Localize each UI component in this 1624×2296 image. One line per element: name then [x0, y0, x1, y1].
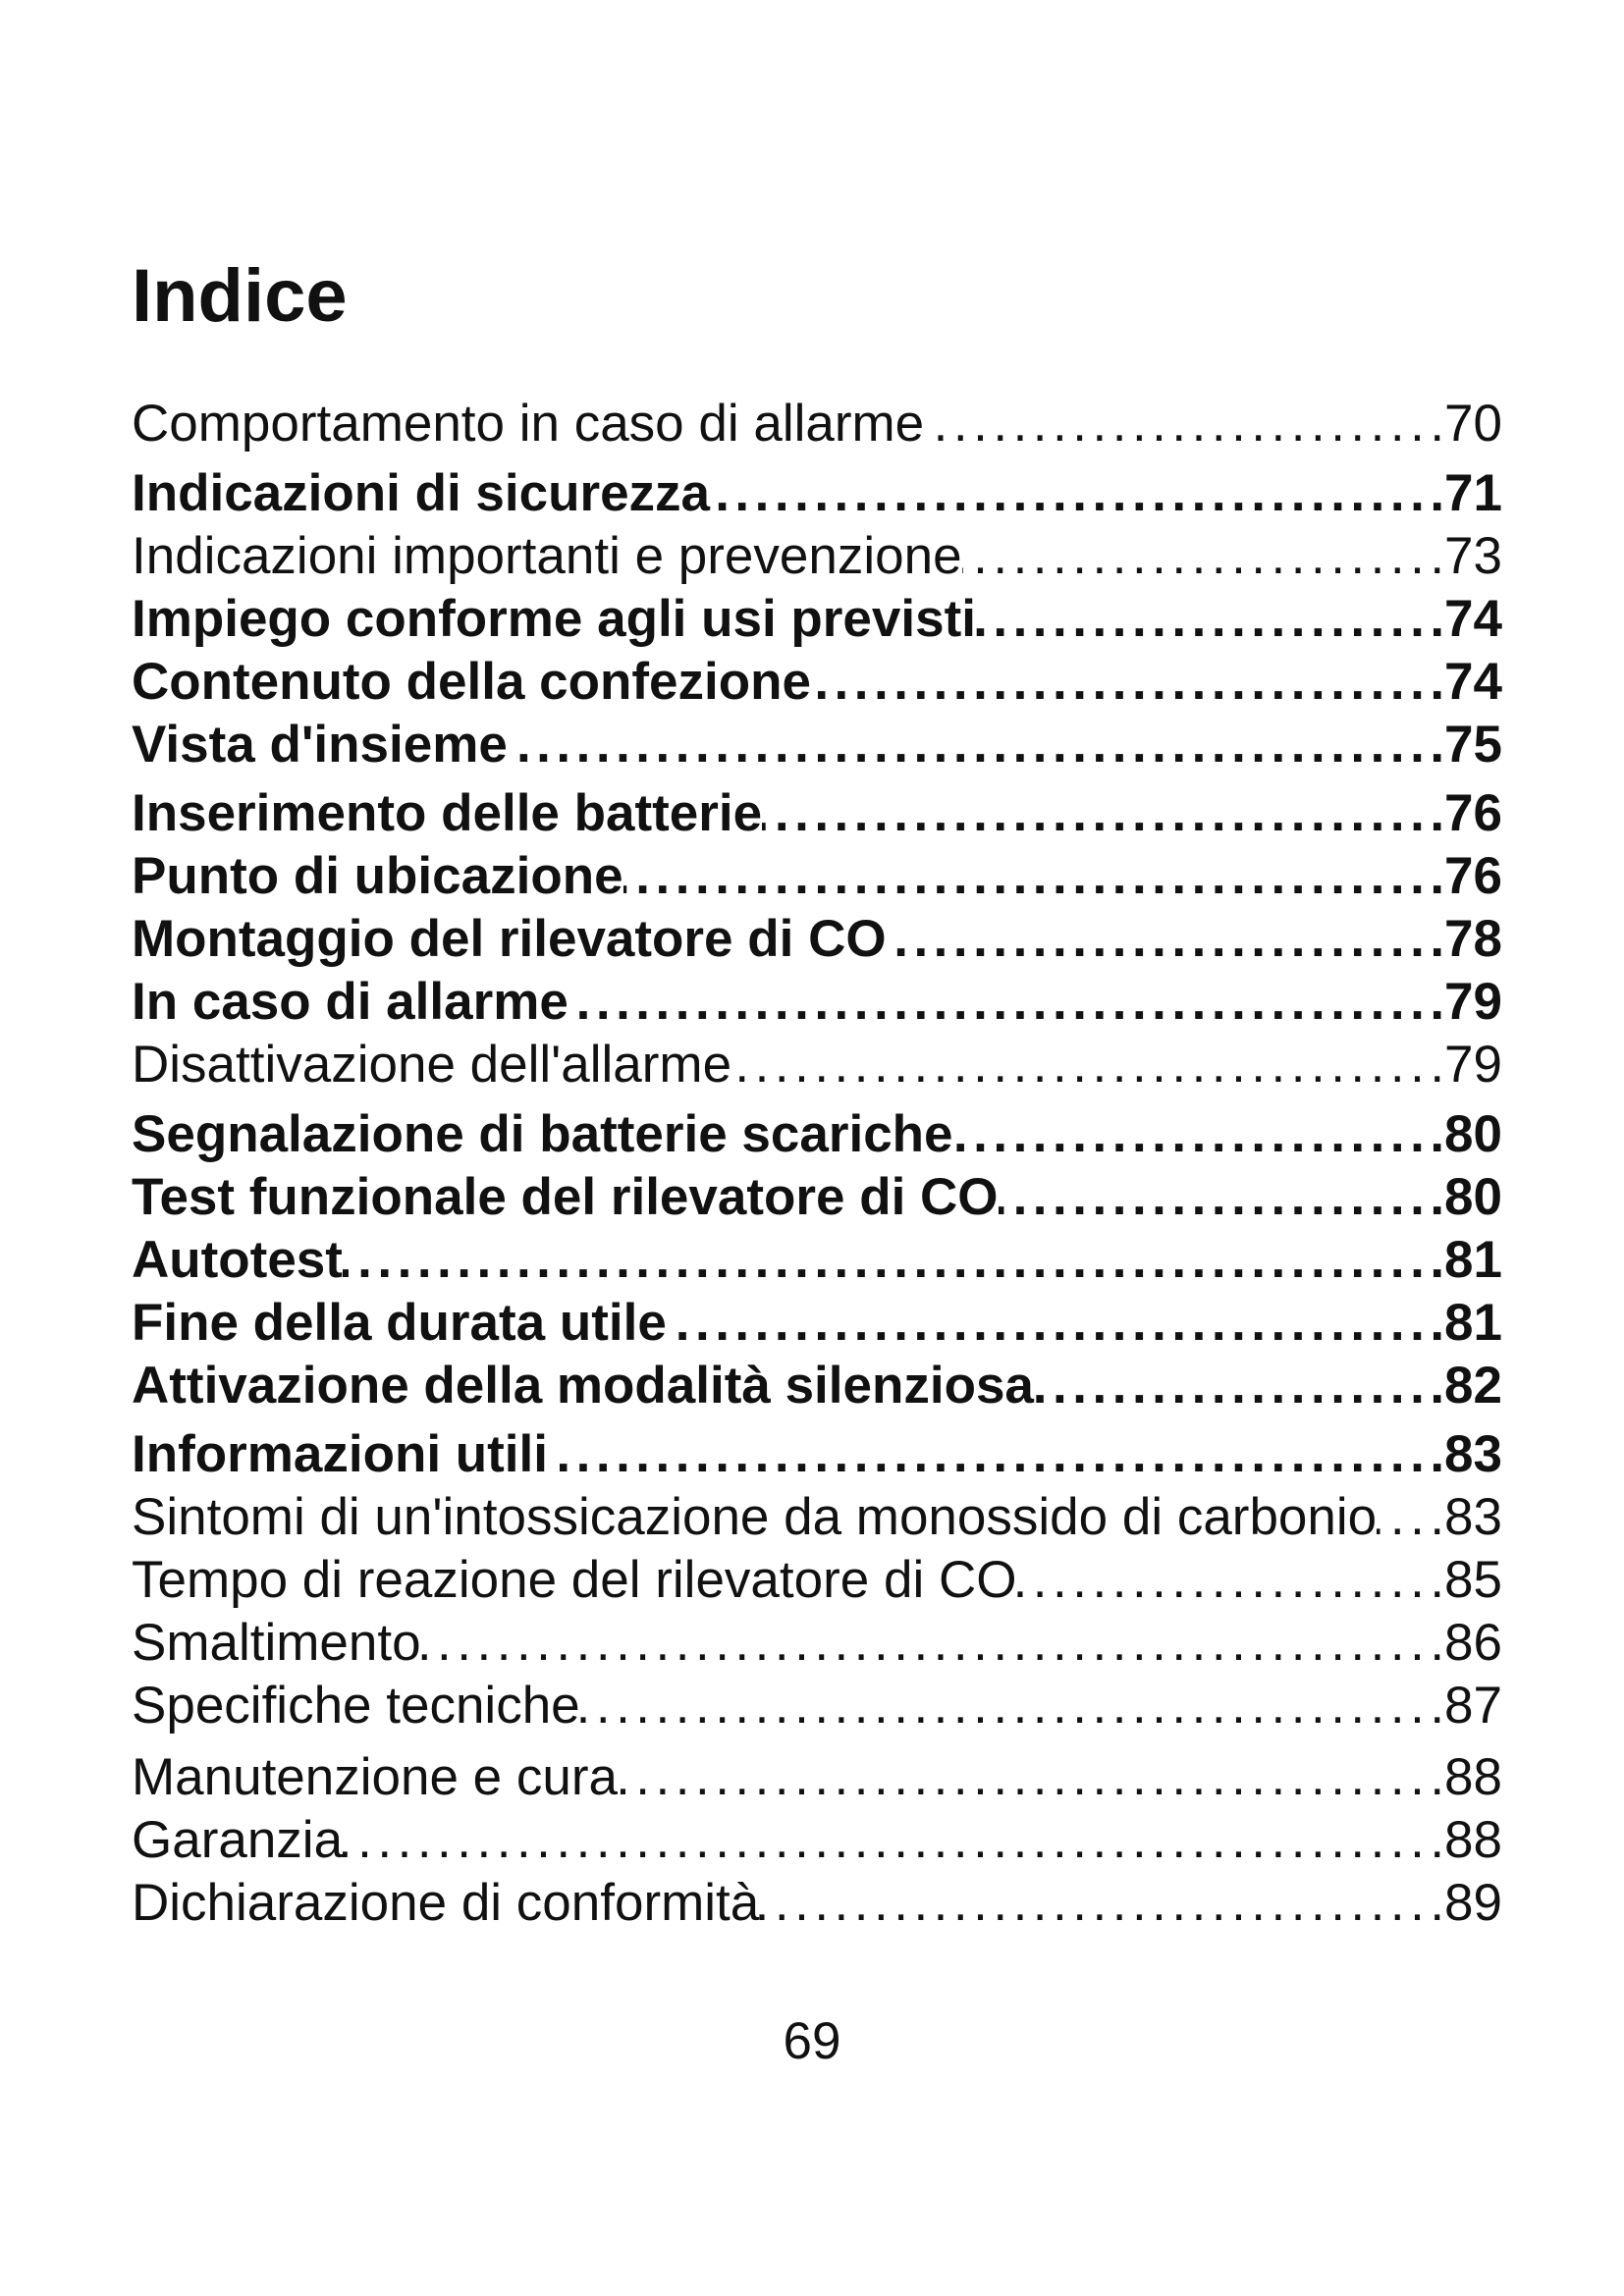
toc-entry-title: Test funzionale del rilevatore di CO: [132, 1168, 999, 1226]
toc-entry-title: Segnalazione di batterie scariche: [132, 1105, 953, 1163]
toc-entry-title: In caso di allarme: [132, 973, 568, 1031]
toc-entry-title: Dichiarazione di conformità: [132, 1874, 760, 1932]
toc-entry: [132, 1872, 1502, 1935]
dot-leader: [953, 1103, 1445, 1166]
toc-entry-title: Informazioni utili: [132, 1425, 548, 1483]
dot-leader: [667, 1292, 1444, 1355]
toc-entry-title: Contenuto della confezione: [132, 653, 811, 711]
dot-leader: [1034, 1355, 1444, 1417]
toc-entry-page: 75: [1444, 716, 1502, 774]
toc-entry-page: 80: [1444, 1105, 1502, 1163]
toc-entry-page: 89: [1444, 1874, 1502, 1932]
dot-leader: [976, 588, 1444, 651]
toc-entry: [132, 1809, 1502, 1872]
toc-entry-page: 87: [1444, 1677, 1502, 1735]
toc-entry: [132, 1675, 1502, 1737]
dot-leader: [710, 462, 1444, 525]
toc-entry: [132, 971, 1502, 1034]
toc-entry-title: Attivazione della modalità silenziosa: [132, 1357, 1034, 1415]
toc-entry-title: Autotest: [132, 1231, 343, 1289]
dot-leader: [1377, 1486, 1444, 1549]
toc-entry: [132, 462, 1502, 525]
dot-leader: [343, 1229, 1444, 1292]
toc-entry-title: Montaggio del rilevatore di CO: [132, 910, 887, 968]
toc-entry-title: Punto di ubicazione: [132, 847, 623, 905]
toc-entry-title: Specifiche tecniche: [132, 1677, 580, 1735]
toc-entry-title: Garanzia: [132, 1811, 344, 1869]
toc-entry-title: Inserimento delle batterie: [132, 784, 763, 842]
dot-leader: [343, 1809, 1444, 1872]
toc-entry-page: 74: [1444, 590, 1502, 648]
toc-entry: [132, 1103, 1502, 1166]
toc-entry: [132, 525, 1502, 588]
toc-entry: [132, 1229, 1502, 1292]
toc-entry-page: 83: [1444, 1488, 1502, 1546]
toc-entry: [132, 845, 1502, 908]
toc-entry: [132, 1486, 1502, 1549]
toc-entry: [132, 1292, 1502, 1355]
dot-leader: [924, 393, 1444, 455]
toc-entry-page: 88: [1444, 1811, 1502, 1869]
dot-leader: [962, 525, 1445, 588]
toc-entry-page: 79: [1444, 973, 1502, 1031]
toc-entry-page: 76: [1444, 784, 1502, 842]
dot-leader: [580, 1675, 1444, 1737]
toc-entry: [132, 714, 1502, 776]
toc-entry-page: 76: [1444, 847, 1502, 905]
toc-entry: [132, 1746, 1502, 1809]
toc-entry-title: Smaltimento: [132, 1614, 421, 1672]
toc-entry-page: 86: [1444, 1614, 1502, 1672]
dot-leader: [731, 1034, 1444, 1096]
toc-entry-title: Tempo di reazione del rilevatore di CO: [132, 1551, 1017, 1609]
toc-entry: [132, 908, 1502, 971]
toc-entry: [132, 588, 1502, 651]
toc-entry: [132, 1549, 1502, 1612]
toc-entry: [132, 1612, 1502, 1675]
toc-entry-title: Sintomi di un'intossicazione da monossido di carbonio: [132, 1488, 1378, 1546]
toc-entry-page: 74: [1444, 653, 1502, 711]
toc-entry-page: 79: [1444, 1036, 1502, 1094]
toc-entry-page: 73: [1444, 527, 1502, 585]
dot-leader: [548, 1423, 1444, 1486]
toc-entry: [132, 1355, 1502, 1417]
toc-entry-title: Comportamento in caso di allarme: [132, 395, 925, 453]
toc-entry-title: Vista d'insieme: [132, 716, 508, 774]
toc-entry-page: 83: [1444, 1425, 1502, 1483]
dot-leader: [421, 1612, 1444, 1675]
toc-entry: [132, 651, 1502, 714]
toc-entry: [132, 1166, 1502, 1229]
dot-leader: [508, 714, 1444, 776]
dot-leader: [618, 1746, 1444, 1809]
toc-entry: [132, 782, 1502, 845]
toc-entry-page: 78: [1444, 910, 1502, 968]
toc-entry: [132, 1034, 1502, 1096]
toc-entry-page: 81: [1444, 1231, 1502, 1289]
toc-entry-title: Indicazioni di sicurezza: [132, 464, 711, 522]
toc-entry-page: 85: [1444, 1551, 1502, 1609]
dot-leader: [759, 1872, 1444, 1935]
table-of-contents: [132, 393, 1502, 1935]
toc-entry-page: 70: [1444, 395, 1502, 453]
toc-entry-page: 81: [1444, 1294, 1502, 1352]
toc-entry: [132, 393, 1502, 455]
toc-entry-title: Fine della durata utile: [132, 1294, 667, 1352]
toc-entry-title: Manutenzione e cura: [132, 1748, 618, 1806]
toc-entry-title: Indicazioni importanti e prevenzione: [132, 527, 962, 585]
dot-leader: [568, 971, 1444, 1034]
dot-leader: [999, 1166, 1445, 1229]
toc-entry: [132, 1423, 1502, 1486]
toc-entry-page: 80: [1444, 1168, 1502, 1226]
page-number: 69: [783, 2012, 841, 2070]
toc-entry-title: Impiego conforme agli usi previsti: [132, 590, 976, 648]
dot-leader: [762, 782, 1444, 845]
toc-entry-page: 71: [1444, 464, 1502, 522]
dot-leader: [887, 908, 1444, 971]
dot-leader: [811, 651, 1444, 714]
page-title: Indice: [132, 254, 348, 338]
toc-entry-page: 88: [1444, 1748, 1502, 1806]
dot-leader: [623, 845, 1444, 908]
toc-entry-title: Disattivazione dell'allarme: [132, 1036, 732, 1094]
dot-leader: [1016, 1549, 1444, 1612]
toc-entry-page: 82: [1444, 1357, 1502, 1415]
